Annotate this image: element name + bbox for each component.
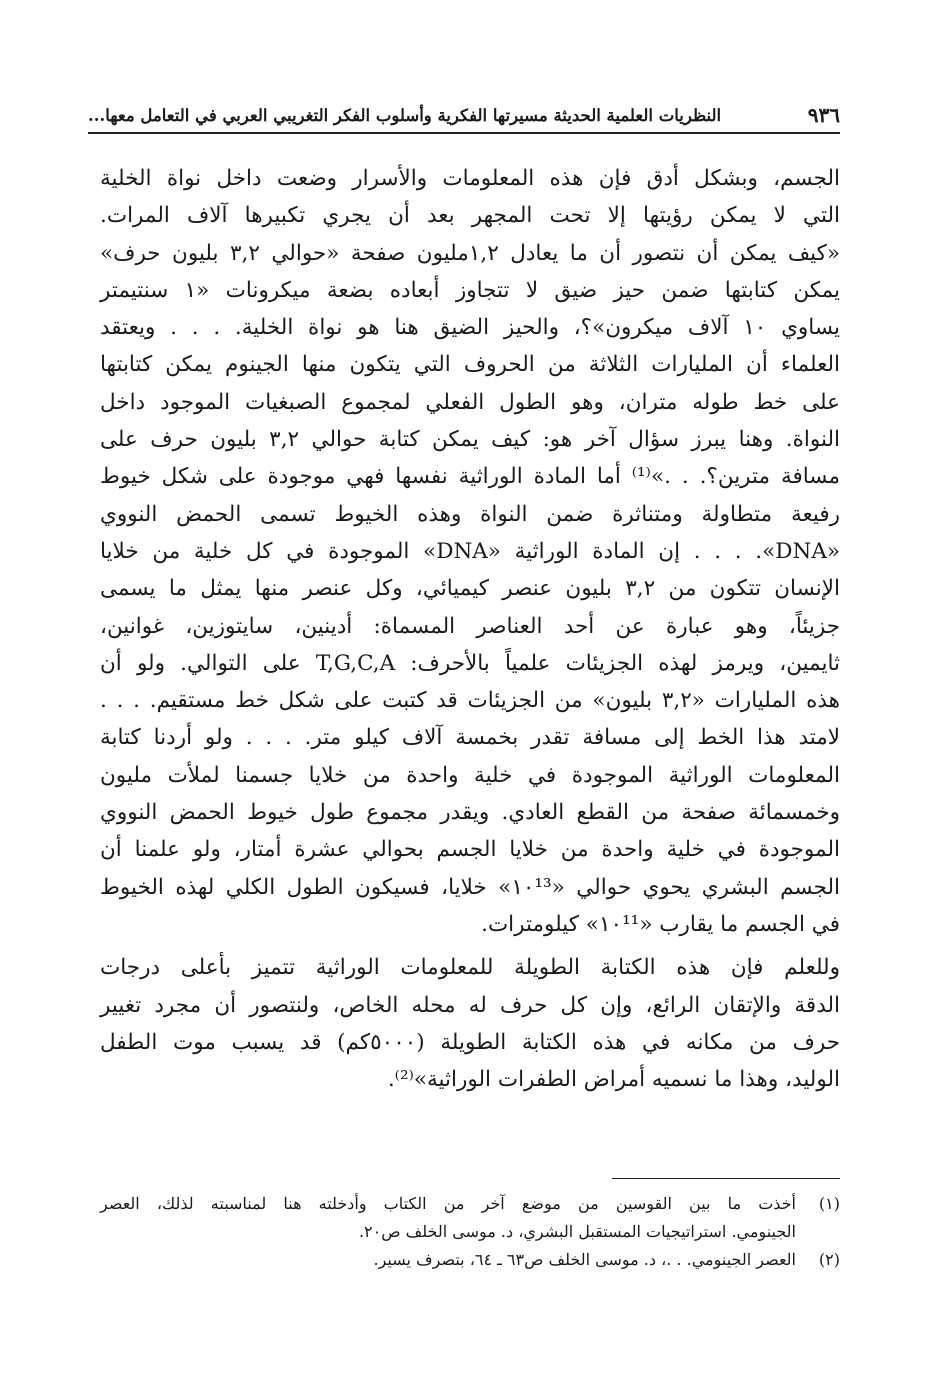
- text-line: مسافة مترين؟. . .»⁽¹⁾ أما المادة الوراثية نفسها فهي موجودة على شكل خيوط: [100, 464, 840, 490]
- footnote-line: الجينومي. استراتيجيات المستقبل البشري، د. موسى الخلف ص٢٠.: [358, 1222, 796, 1241]
- text-line: ثايمين، ويرمز لهذه الجزيئات علمياً بالأحرف: T,G,C,A على التوالي. ولو أن: [100, 650, 841, 676]
- text-line: رفيعة متطاولة ومتناثرة ضمن النواة وهذه الخيوط تسمى الحمض النووي: [100, 501, 840, 527]
- header-title: النظريات العلمية الحديثة مسيرتها الفكرية وأسلوب الفكر التغريبي العربي في التعامل معها...: [88, 105, 722, 125]
- main-text: [100, 160, 840, 1098]
- text-line: لامتد هذا الخط إلى مسافة تقدر بخمسة آلاف كيلو متر. . . . ولو أردنا كتابة: [100, 725, 840, 751]
- footnote-text: [100, 1246, 796, 1274]
- text-line: الإنسان تتكون من ٣,٢ بليون عنصر كيميائي، وكل عنصر منها يمثل ما يسمى: [100, 576, 840, 602]
- text-line: الموجودة في خلية واحدة من خلايا الجسم بحوالي عشرة أمتار، ولو علمنا أن: [100, 837, 840, 863]
- text-line: في الجسم ما يقارب «١٠¹¹» كيلومترات.: [481, 911, 840, 937]
- text-line: النواة. وهنا يبرز سؤال آخر هو: كيف يمكن كتابة حوالي ٣,٢ بليون حرف على: [100, 427, 840, 453]
- text-line: وللعلم فإن هذه الكتابة الطويلة للمعلومات الوراثية تتميز بأعلى درجات: [100, 955, 840, 981]
- footnote-2: [100, 1246, 840, 1274]
- text-line: جزيئاً، وهو عبارة عن أحد العناصر المسماة: أدينين، سايتوزين، غوانين،: [100, 613, 840, 639]
- footnotes: [100, 1190, 840, 1274]
- text-line: الجسم، وبشكل أدق فإن هذه المعلومات والأسرار وضعت داخل نواة الخلية: [100, 166, 840, 191]
- paragraph-1: [100, 160, 840, 943]
- text-line: المعلومات الوراثية الموجودة في خلية واحدة من خلايا جسمنا لملأت مليون: [100, 762, 840, 788]
- text-line: الوليد، وهذا ما نسميه أمراض الطفرات الوراثية»⁽²⁾.: [387, 1067, 840, 1093]
- text-line: الجسم البشري يحوي حوالي «١٠¹³» خلايا، فسيكون الطول الكلي لهذه الخيوط: [100, 874, 841, 900]
- text-line: يمكن كتابتها ضمن حيز ضيق لا تتجاوز أبعاده بضعة ميكرونات «١ سنتيمتر: [100, 277, 841, 303]
- text-line: على خط طوله متران، وهو الطول الفعلي لمجموع الصبغيات الموجود داخل: [100, 389, 840, 415]
- page-number: ٩٣٦: [807, 103, 840, 127]
- footnote-marker: (٢): [818, 1250, 840, 1269]
- text-line: هذه المليارات «٣,٢ بليون» من الجزيئات قد كتبت على شكل خط مستقيم. . . .: [100, 688, 840, 714]
- text-line: التي لا يمكن رؤيتها إلا تحت المجهر بعد أن يجري تكبيرها آلاف المرات.: [100, 203, 840, 229]
- text-line: العلماء أن المليارات الثلاثة من الحروف التي يتكون منها الجينوم يمكن كتابتها: [100, 352, 840, 378]
- text-line: يساوي ١٠ آلاف ميكرون»؟، والحيز الضيق هنا هو نواة الخلية. . . . ويعتقد: [100, 315, 840, 341]
- footnote-text: [100, 1190, 796, 1246]
- footnote-1: [100, 1190, 840, 1246]
- text-line: حرف من مكانه في هذه الكتابة الطويلة (٥٠٠٠كم) قد يسبب موت الطفل: [100, 1029, 841, 1055]
- text-line: «DNA». . . . إن المادة الوراثية «DNA» الموجودة في كل خلية من خلايا: [100, 538, 840, 564]
- paragraph-2: [100, 949, 840, 1098]
- footnote-marker: (١): [818, 1194, 840, 1213]
- footnote-line: أخذت ما بين القوسين من موضع آخر من الكتاب وأدخلته هنا لمناسبته لذلك، العصر: [100, 1194, 796, 1213]
- text-line: وخمسمائة صفحة من القطع العادي. ويقدر مجموع طول خيوط الحمض النووي: [100, 800, 840, 826]
- text-line: الدقة والإتقان الرائع، وإن كل حرف له محله الخاص، ولنتصور أن مجرد تغيير: [100, 992, 840, 1018]
- footnote-line: العصر الجينومي. . .، د. موسى الخلف ص٦٣ ـ ٦٤، بتصرف يسير.: [373, 1250, 796, 1269]
- footnote-divider: [612, 1178, 840, 1179]
- text-line: «كيف يمكن أن نتصور أن ما يعادل ١,٢مليون صفحة «حوالي ٣,٢ بليون حرف»: [100, 240, 840, 266]
- header-divider: [88, 132, 840, 134]
- running-header: [88, 98, 840, 132]
